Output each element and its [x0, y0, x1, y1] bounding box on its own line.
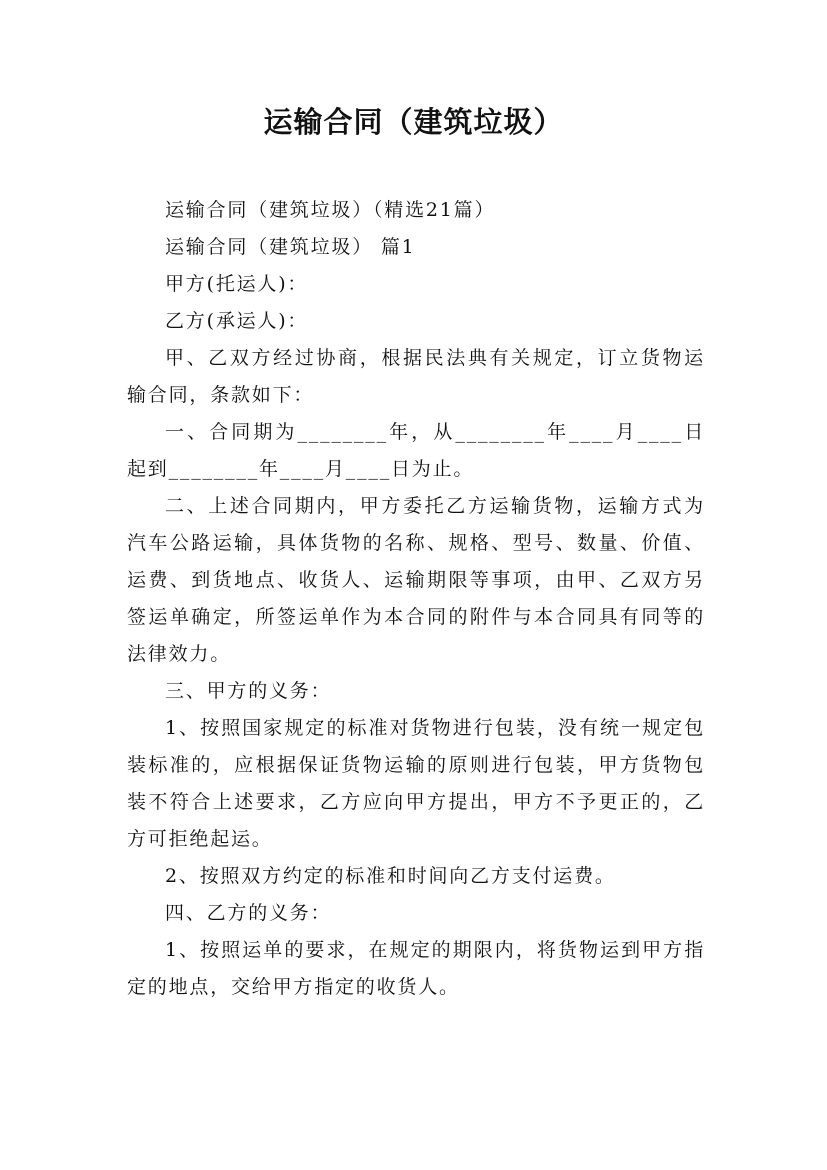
paragraph-clause-2: 二、上述合同期内，甲方委托乙方运输货物，运输方式为汽车公路运输，具体货物的名称、规格、型号、数量、价值、运费、到货地点、收货人、运输期限等事项，由甲、乙双方另签运单确定，所签运单作为本合同的附件与本合同具有同等的法律效力。: [127, 495, 705, 665]
paragraph-section-heading: 运输合同（建筑垃圾） 篇1: [165, 236, 416, 258]
paragraph-clause-4-heading: 四、乙方的义务：: [165, 902, 332, 924]
paragraph-intro: 甲、乙双方经过协商，根据民法典有关规定，订立货物运输合同，条款如下：: [127, 347, 705, 406]
document-body: [127, 192, 705, 1006]
paragraph-clause-3-item-1: 1、按照国家规定的标准对货物进行包装，没有统一规定包装标准的，应根据保证货物运输的原则进行包装，甲方货物包装不符合上述要求，乙方应向甲方提出，甲方不予更正的，乙方可拒绝起运。: [127, 717, 705, 850]
paragraph-clause-3-item-2: 2、按照双方约定的标准和时间向乙方支付运费。: [165, 865, 616, 887]
paragraph-clause-1: 一、合同期为________年，从________年____月____日起到________年____月____日为止。: [127, 421, 705, 480]
paragraph-subtitle: 运输合同（建筑垃圾）（精选21篇）: [165, 199, 496, 221]
paragraph-clause-4-item-1: 1、按照运单的要求，在规定的期限内，将货物运到甲方指定的地点，交给甲方指定的收货人。: [127, 939, 705, 998]
paragraph-clause-3-heading: 三、甲方的义务：: [165, 680, 332, 702]
paragraph-party-a: 甲方(托运人)：: [165, 273, 309, 295]
document-title: 运输合同（建筑垃圾）: [263, 105, 564, 139]
paragraph-party-b: 乙方(承运人)：: [165, 310, 309, 332]
